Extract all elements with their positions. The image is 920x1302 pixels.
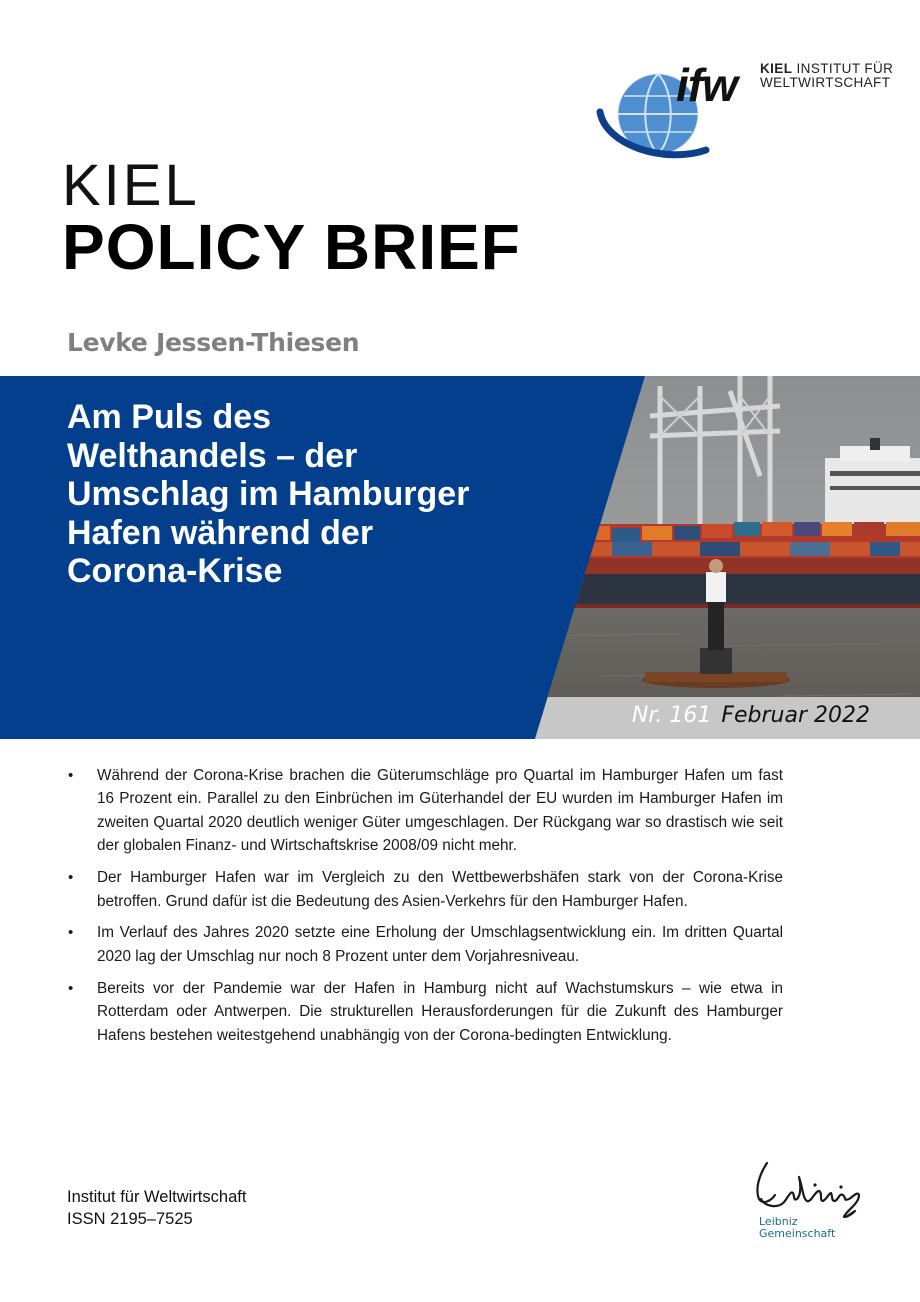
bullet-icon: • (68, 979, 74, 997)
ifw-logo (596, 48, 906, 163)
brief-title (67, 398, 587, 591)
bullet-icon: • (68, 767, 74, 784)
bullet-text: Während der Corona-Krise brachen die Güterumschläge pro Quartal im Hamburger Hafen um fast 16 Prozent ein. Parallel zu den Einbrüchen im Güterhandel der EU wurden im Hamburger Hafen im zweiten Quartal 2020 deutlich weniger Güter umgeschlagen. Der Rückgang war so drastisch wie seit der globalen Finanz- und Wirtschaftskrise 2008/09 nicht mehr. (97, 767, 783, 855)
list-item (68, 977, 783, 1047)
title-line-2: Welthandels – der (67, 436, 358, 475)
logo-org-line2: WELTWIRTSCHAFT (760, 75, 891, 90)
footer-issn: ISSN 2195–7525 (67, 1210, 193, 1228)
logo-wordmark: ifw (676, 59, 737, 111)
leibniz-signature-icon (745, 1155, 875, 1219)
logo-org-line1: INSTITUT FÜR (796, 61, 894, 76)
leibniz-logo (745, 1155, 875, 1250)
title-line-3: Umschlag im Hamburger (67, 475, 470, 513)
bullet-icon: • (68, 924, 74, 942)
leibniz-wordmark (759, 1216, 835, 1240)
logo-org-bold: KIEL (760, 61, 793, 76)
leibniz-line1: Leibniz (759, 1215, 798, 1228)
bullet-text: Der Hamburger Hafen war im Vergleich zu den Wettbewerbshäfen stark von der Corona-Krise betroffen. Grund dafür ist die Bedeutung des Asien-Verkehrs für den Hamburger Hafen. (97, 869, 783, 910)
series-name: POLICY BRIEF (62, 211, 521, 283)
series-kiel: KIEL (62, 153, 200, 218)
title-banner (0, 376, 920, 739)
issue-info (632, 703, 870, 728)
title-line-5: Corona-Krise (67, 552, 283, 590)
bullet-text: Im Verlauf des Jahres 2020 setzte eine Erholung der Umschlagsentwicklung ein. Im dritten Quartal 2020 lag der Umschlag nur noch 8 Prozent unter dem Vorjahresniveau. (97, 924, 783, 965)
bullet-icon: • (68, 869, 74, 887)
logo-org-name (760, 62, 893, 90)
list-item (68, 764, 783, 858)
footer-institute: Institut für Weltwirtschaft (67, 1188, 247, 1206)
bullet-text: Bereits vor der Pandemie war der Hafen in Hamburg nicht auf Wachstumskurs – wie etwa in Rotterdam oder Antwerpen. Die strukturellen Herausforderungen für die Zukunft des Hamburger Hafens bestehen weitestgehend unabhängig von der Corona-bedingten Entwicklung. (97, 979, 783, 1044)
issue-number: Nr. 161 (631, 703, 712, 728)
title-line-4: Hafen während der (67, 513, 374, 552)
list-item (68, 921, 783, 968)
key-findings-list (68, 764, 783, 1055)
author-name: Levke Jessen-Thiesen (67, 328, 360, 357)
issue-date: Februar 2022 (721, 703, 870, 728)
footer (67, 1186, 246, 1230)
list-item (68, 866, 783, 913)
title-line-1: Am Puls des (67, 398, 272, 436)
leibniz-line2: Gemeinschaft (759, 1227, 836, 1240)
